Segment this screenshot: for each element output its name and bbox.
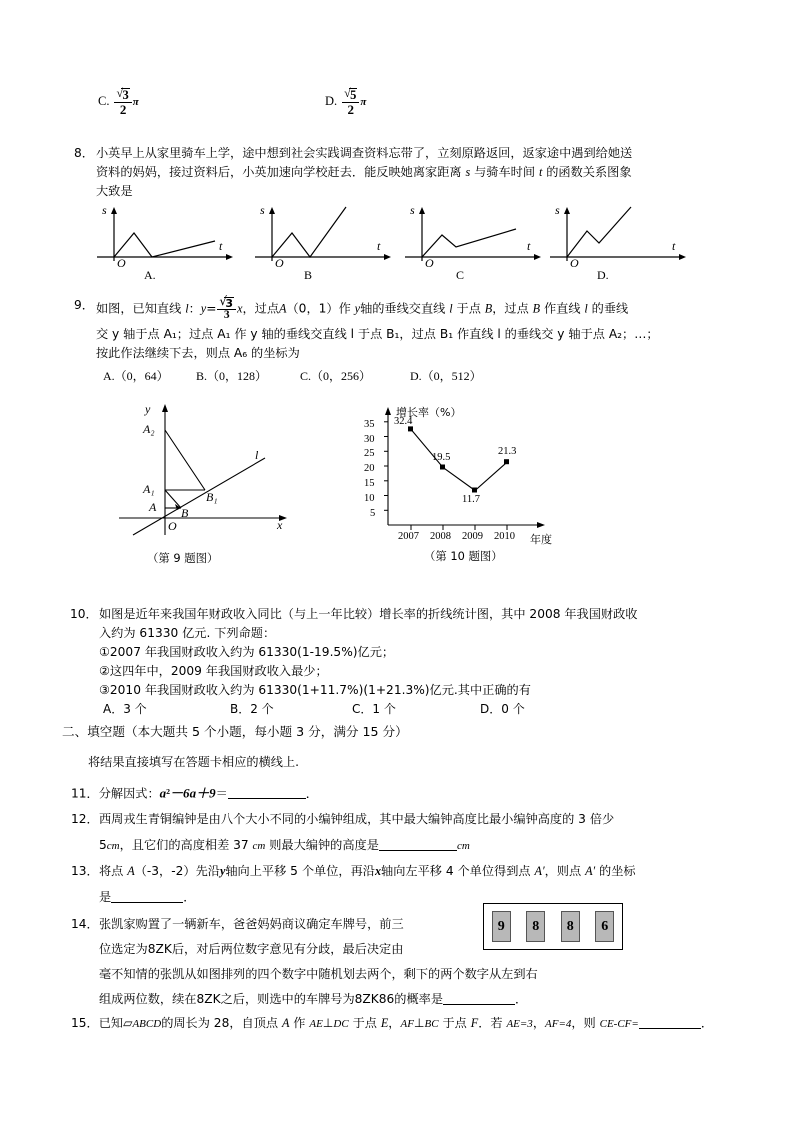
q10-option-d[interactable]: D．0 个 — [480, 702, 525, 716]
q14-line-4 — [99, 990, 527, 1010]
q9-origin-label: O — [168, 519, 177, 533]
q8-graph-d-origin-label: O — [570, 256, 579, 270]
q15-parallelogram-symbol: ▱ — [123, 1016, 133, 1030]
q14-number: 14． — [71, 917, 99, 931]
q7-option-d-fraction — [342, 88, 359, 117]
q9-line-l: l — [185, 301, 189, 316]
q9-label-B: B — [181, 506, 189, 520]
q9-var-y: y — [200, 301, 207, 316]
q9-figure-caption: （第 9 题图） — [147, 551, 219, 565]
q9-option-b[interactable]: B.（0，128） — [196, 369, 268, 383]
q13-l2-text: 是 — [99, 890, 112, 904]
q8-graph-a-label: A. — [144, 268, 156, 282]
q11-expr-b: －6 — [170, 785, 190, 801]
plate-digit-1: 9 — [492, 911, 511, 942]
q14-line-1: 张凯家购置了一辆新车，爸爸妈妈商议确定车牌号，前三 — [99, 917, 404, 931]
q15-perp-1: ⊥ — [322, 1016, 334, 1030]
q13-point-A-prime: A′ — [534, 864, 545, 878]
q9-option-d[interactable]: D.（0，512） — [410, 369, 482, 383]
q15-text-i: ，则 — [571, 1016, 600, 1030]
q9-x-axis-label: x — [277, 518, 283, 532]
q8-line-2-c: 的函数关系图象 — [542, 165, 632, 179]
chart-ytick-20: 20 — [364, 463, 375, 474]
q15-answer-blank[interactable] — [639, 1016, 701, 1029]
q9-l1-f: 于点 — [452, 301, 485, 316]
chart-xtick-2010: 2010 — [494, 531, 515, 542]
q10-proposition-2: ②这四年中，2009 年我国财政收入最少； — [99, 664, 328, 678]
q9-line-3: 按此作法继续下去，则点 A₆ 的坐标为 — [96, 346, 300, 360]
q9-point-A: A — [279, 301, 287, 316]
q13-answer-blank[interactable] — [111, 890, 183, 903]
q8-line-2-a: 资料的妈妈，接过资料后，小英加速向学校赶去．能反映她离家距离 — [96, 165, 466, 179]
q12-line-1: 西周戎生青铜编钟是由八个大小不同的小编钟组成，其中最大编钟高度比最小编钟高度的 3 倍少 — [99, 812, 615, 826]
q10-line-1: 如图是近年来我国年财政收入同比（与上一年比较）增长率的折线统计图，其中 2008 年我国财政收 — [99, 607, 638, 621]
q15-text-g: ．若 — [478, 1016, 507, 1030]
q8-graph-b-x-axis-label: t — [377, 239, 381, 253]
q13-point-A: A — [127, 864, 135, 878]
chart-data-label-2009: 11.7 — [462, 494, 480, 505]
q13-coord: （-3，-2） — [134, 864, 196, 878]
q13-l1-e: ，则点 — [544, 864, 586, 878]
q11-expr-a: a — [159, 785, 167, 801]
q11 — [71, 782, 318, 804]
q15-point-A: A — [281, 1016, 290, 1030]
q7-option-c-label: C. — [98, 94, 110, 109]
q12-unit-cm-1: cm — [106, 840, 120, 852]
q9-label-l: l — [255, 448, 259, 462]
q8-line-1: 小英早上从家里骑车上学，途中想到社会实践调查资料忘带了，立刻原路返回，返家途中遇到给她送 — [96, 146, 633, 160]
q9-point-B: B — [484, 301, 493, 316]
q10-chart — [348, 400, 578, 563]
q8-number: 8． — [74, 146, 94, 160]
q10-proposition-3: ③2010 年我国财政收入约为 61330(1+11.7%)(1+21.3%)亿元.其中正确的有 — [99, 683, 531, 697]
q7-option-d-pi: π — [360, 96, 367, 109]
q8-graph-d[interactable] — [545, 203, 695, 282]
q15-seg-AF: AF — [400, 1018, 414, 1030]
q12-num-5: 5 — [99, 838, 107, 852]
q9-yaxis-var: y — [354, 301, 361, 316]
plate-digit-3: 8 — [561, 911, 580, 942]
q7-option-c-fraction — [114, 88, 131, 117]
q9-line-2: 交 y 轴于点 A₁；过点 A₁ 作 y 轴的垂线交直线 l 于点 B₁，过点 B₁ 作直线 l 的垂线交 y 轴于点 A₂；…； — [96, 327, 659, 341]
q9-label-A2: A₂ — [143, 422, 155, 436]
section-2-instruction: 将结果直接填写在答题卡相应的横线上. — [88, 755, 300, 769]
q13-period: ． — [183, 890, 196, 904]
plate-digit-2: 8 — [526, 911, 545, 942]
q15-point-E: E — [380, 1016, 389, 1030]
q15-ce-cf-expr: CE-CF= — [599, 1018, 639, 1030]
q11-expr-c: ＋9 — [196, 785, 216, 801]
q15-abcd: ABCD — [132, 1018, 162, 1030]
q13-l1-c: 轴向上平移 5 个单位，再沿 — [225, 864, 375, 878]
q9-label-A: A — [149, 500, 157, 514]
q9-var-x: x — [237, 301, 243, 316]
q8-graph-c-y-axis-label: s — [410, 203, 415, 217]
chart-xtick-2009: 2009 — [462, 531, 483, 542]
chart-ytick-35: 35 — [364, 419, 375, 430]
q9-l1-i: 的垂线 — [587, 301, 629, 316]
q12-l2-b: ，且它们的高度相差 37 — [119, 838, 253, 852]
q14-answer-blank[interactable] — [443, 992, 515, 1005]
q15-seg-DC: DC — [333, 1018, 349, 1030]
q11-expr-sup: 2 — [166, 787, 171, 796]
q15-seg-BC: BC — [424, 1018, 439, 1030]
q9-eq: = — [206, 301, 217, 316]
q13-l1-f: 的坐标 — [595, 864, 636, 878]
chart-ytick-30: 30 — [364, 434, 375, 445]
q8-graph-b-label: B — [304, 268, 313, 282]
q7-option-c-radicand: 3 — [122, 88, 129, 102]
q15-text-d: 于点 — [348, 1016, 381, 1030]
chart-title: 增长率（%） — [396, 406, 462, 419]
q15-point-F: F — [470, 1016, 479, 1030]
q15-text-h: ， — [532, 1016, 545, 1030]
q8-graph-d-label: D. — [597, 268, 609, 282]
q15-perp-2: ⊥ — [413, 1016, 425, 1030]
q11-period: ． — [305, 786, 318, 801]
q12-answer-blank[interactable] — [379, 838, 457, 851]
chart-xtick-2008: 2008 — [430, 531, 451, 542]
q14-l4-text: 组成两位数，续在8ZK之后，则选中的车牌号为8ZK86的概率是 — [99, 992, 444, 1006]
q15-text-e: ， — [388, 1016, 401, 1030]
q13-number: 13． — [71, 864, 99, 878]
q13-var-y: y — [219, 864, 226, 878]
q10-proposition-1: ①2007 年我国财政收入约为 61330(1-19.5%)亿元； — [99, 645, 395, 659]
q14-line-3: 毫不知情的张凯从如图排列的四个数字中随机划去两个，剩下的两个数字从左到右 — [99, 967, 538, 981]
q12-unit-cm-3: cm — [456, 840, 470, 852]
q8-graph-c-origin-label: O — [425, 256, 434, 270]
q10-option-a[interactable]: A．3 个 — [103, 702, 147, 716]
q7-option-c-denominator: 2 — [119, 102, 127, 117]
q8-graph-b-origin-label: O — [275, 256, 284, 270]
q8-graph-c-label: C — [456, 268, 465, 282]
q8-graph-a-x-axis-label: t — [219, 239, 223, 253]
chart-data-label-2008: 19.5 — [432, 452, 451, 463]
q9-number: 9． — [74, 298, 94, 312]
q9-denominator: 3 — [223, 309, 230, 322]
q14-line-2: 位选定为8ZK后，对后两位数字意见有分歧，最后决定由 — [99, 942, 404, 956]
q15-number: 15． — [71, 1016, 99, 1030]
q9-figure — [105, 400, 305, 565]
q9-point-B2: B — [532, 301, 541, 316]
q15-text-c: 作 — [289, 1016, 310, 1030]
q9-l1-a: 如图，已知直线 — [96, 301, 186, 316]
q12-number: 12． — [71, 812, 99, 826]
section-2-heading: 二、填空题（本大题共 5 个小题，每小题 3 分，满分 15 分） — [62, 724, 408, 739]
q14-period: ． — [515, 992, 528, 1006]
q7-option-c[interactable] — [98, 88, 139, 117]
q13-line-2 — [99, 888, 195, 908]
q15-text-f: 于点 — [438, 1016, 471, 1030]
q8-var-s: s — [465, 165, 471, 179]
q13-point-A-prime-2: A′ — [585, 864, 596, 878]
q8-line-2-b: 与骑车时间 — [470, 165, 539, 179]
q9-l1-c: ，过点 — [242, 301, 280, 316]
q15-af-value: AF=4 — [545, 1018, 572, 1030]
q15 — [71, 1014, 713, 1035]
q9-l1-h: 作直线 — [540, 301, 585, 316]
q8-graph-a-y-axis-label: s — [102, 203, 107, 217]
q12-l2-c: 则最大编钟的高度是 — [265, 838, 379, 852]
q9-l1-b: ： — [188, 301, 201, 316]
q7-option-d[interactable] — [325, 88, 366, 117]
q8-graph-d-x-axis-label: t — [672, 239, 676, 253]
chart-ytick-25: 25 — [364, 448, 375, 459]
q11-expr-a2: a — [189, 785, 197, 801]
q9-option-c[interactable]: C.（0，256） — [300, 369, 372, 383]
q9-line-l2: l — [449, 301, 453, 316]
q10-option-c[interactable]: C．1 个 — [352, 702, 396, 716]
chart-data-label-2007: 32.4 — [394, 416, 413, 427]
q9-label-A1: A₁ — [143, 482, 155, 496]
chart-data-label-2010: 21.3 — [498, 446, 517, 457]
q8-graph-d-y-axis-label: s — [555, 203, 560, 217]
q11-answer-blank[interactable] — [228, 786, 306, 799]
q10-line-2: 入约为 61330 亿元. 下列命题： — [99, 626, 276, 640]
q9-fraction — [217, 296, 236, 322]
q8-graph-a[interactable] — [92, 203, 242, 282]
chart-xlabel: 年度 — [530, 533, 552, 546]
q13-l1-b: 先沿 — [195, 864, 220, 878]
q8-line-3: 大致是 — [96, 184, 133, 198]
q14-license-plate-figure — [483, 903, 623, 950]
q10-number: 10． — [70, 607, 98, 621]
q13-line-1 — [99, 862, 636, 882]
chart-ytick-15: 15 — [364, 478, 375, 489]
chart-caption: （第 10 题图） — [424, 549, 503, 563]
q11-equals: ＝ — [215, 786, 228, 801]
q8-var-t: t — [538, 165, 543, 179]
q9-label-B1: B₁ — [206, 490, 218, 504]
q7-option-d-radicand: 5 — [350, 88, 357, 102]
q15-period: ． — [700, 1016, 714, 1030]
q8-graph-c[interactable] — [400, 203, 550, 282]
q9-line-l3: l — [584, 301, 588, 316]
q12-unit-cm-2: cm — [252, 840, 266, 852]
q11-number: 11． — [71, 786, 99, 801]
q8-graph-a-origin-label: O — [117, 256, 126, 270]
q7-option-d-denominator: 2 — [347, 102, 355, 117]
q8-graph-c-x-axis-label: t — [527, 239, 531, 253]
q7-option-c-pi: π — [132, 96, 139, 109]
q11-text: 分解因式： — [98, 786, 160, 801]
chart-xtick-2007: 2007 — [398, 531, 419, 542]
chart-ytick-10: 10 — [364, 493, 375, 504]
q9-l1-d: 作 — [338, 301, 355, 316]
q15-ae-value: AE=3 — [506, 1018, 533, 1030]
q12-line-2 — [99, 836, 470, 857]
q9-radicand: 3 — [225, 297, 234, 310]
q8-line-2 — [96, 163, 632, 183]
q10-option-b[interactable]: B．2 个 — [230, 702, 274, 716]
q13-l1-a: 将点 — [99, 864, 128, 878]
q8-graph-b[interactable] — [250, 203, 400, 282]
q9-l1-e: 轴的垂线交直线 — [360, 301, 450, 316]
q15-seg-AE: AE — [309, 1018, 323, 1030]
q9-coord-A: （0，1） — [286, 301, 339, 316]
q9-option-a[interactable]: A.（0，64） — [103, 369, 169, 383]
plate-digit-4: 6 — [595, 911, 614, 942]
q9-line-1 — [96, 296, 628, 322]
q15-text-b: 的周长为 28，自顶点 — [161, 1016, 282, 1030]
q13-var-x: x — [374, 864, 382, 878]
q9-l1-g: ，过点 — [492, 301, 533, 316]
q15-text-a: 已知 — [98, 1016, 124, 1030]
q13-l1-d: 轴向左平移 4 个单位得到点 — [381, 864, 535, 878]
chart-ytick-5: 5 — [370, 508, 376, 519]
q9-y-axis-label: y — [145, 402, 151, 416]
q8-graph-b-y-axis-label: s — [260, 203, 265, 217]
q7-option-d-label: D. — [325, 94, 338, 109]
